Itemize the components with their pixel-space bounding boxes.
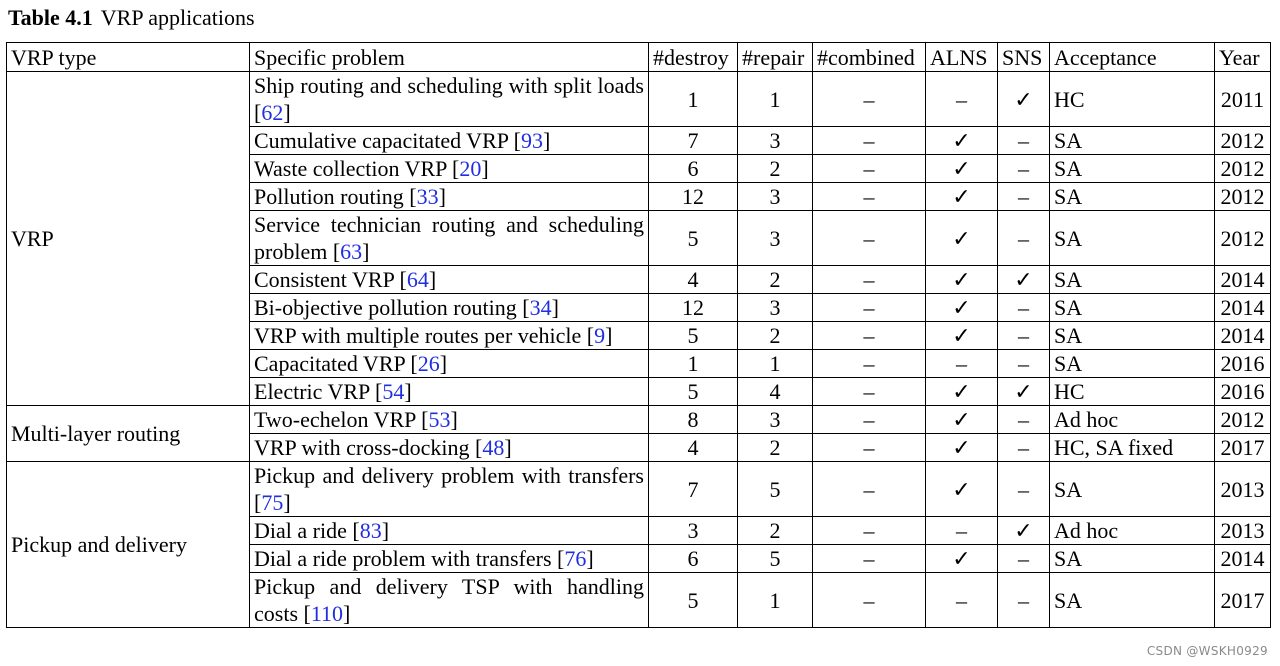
- alns-flag-cell: –: [926, 350, 998, 378]
- reference-link[interactable]: 33: [416, 184, 439, 209]
- combined-count-cell: –: [813, 266, 926, 294]
- problem-name: Ship routing and scheduling with split loads: [254, 73, 644, 98]
- combined-count-cell: –: [813, 350, 926, 378]
- repair-count-cell: 3: [738, 127, 813, 155]
- combined-count-cell: –: [813, 294, 926, 322]
- table-caption: [8, 5, 255, 31]
- problem-name: Dial a ride problem with transfers: [254, 546, 552, 571]
- acceptance-cell: SA: [1050, 155, 1215, 183]
- acceptance-cell: SA: [1050, 183, 1215, 211]
- alns-flag-cell: ✓: [926, 462, 998, 517]
- sns-flag-cell: –: [998, 127, 1050, 155]
- year-cell: 2017: [1215, 573, 1271, 628]
- header-combined: #combined: [813, 43, 926, 72]
- problem-name: Waste collection VRP: [254, 156, 447, 181]
- reference-link[interactable]: 62: [261, 100, 284, 125]
- alns-flag-cell: ✓: [926, 322, 998, 350]
- repair-count-cell: 2: [738, 322, 813, 350]
- sns-flag-cell: –: [998, 434, 1050, 462]
- repair-count-cell: 3: [738, 183, 813, 211]
- problem-name: Two-echelon VRP: [254, 407, 416, 432]
- destroy-count-cell: 3: [649, 517, 738, 545]
- reference-link[interactable]: 64: [406, 267, 429, 292]
- sns-flag-cell: ✓: [998, 517, 1050, 545]
- combined-count-cell: –: [813, 462, 926, 517]
- destroy-count-cell: 7: [649, 462, 738, 517]
- destroy-count-cell: 12: [649, 294, 738, 322]
- header-specific-problem: Specific problem: [250, 43, 649, 72]
- problem-name: VRP with cross-docking: [254, 435, 470, 460]
- repair-count-cell: 2: [738, 155, 813, 183]
- repair-count-cell: 2: [738, 517, 813, 545]
- destroy-count-cell: 1: [649, 72, 738, 127]
- alns-flag-cell: ✓: [926, 294, 998, 322]
- acceptance-cell: HC: [1050, 72, 1215, 127]
- header-row: [7, 43, 1271, 72]
- alns-flag-cell: –: [926, 573, 998, 628]
- year-cell: 2012: [1215, 155, 1271, 183]
- header-sns: SNS: [998, 43, 1050, 72]
- specific-problem-cell: Two-echelon VRP [53]: [250, 406, 649, 434]
- specific-problem-cell: Pickup and delivery problem with transfers [75]: [250, 462, 649, 517]
- alns-flag-cell: ✓: [926, 266, 998, 294]
- acceptance-cell: SA: [1050, 573, 1215, 628]
- table-header: [7, 43, 1271, 72]
- sns-flag-cell: ✓: [998, 72, 1050, 127]
- alns-flag-cell: ✓: [926, 183, 998, 211]
- reference-link[interactable]: 54: [382, 379, 405, 404]
- specific-problem-cell: Dial a ride [83]: [250, 517, 649, 545]
- problem-name: Bi-objective pollution routing: [254, 295, 517, 320]
- problem-name: VRP with multiple routes per vehicle: [254, 323, 582, 348]
- acceptance-cell: HC, SA fixed: [1050, 434, 1215, 462]
- specific-problem-cell: Cumulative capacitated VRP [93]: [250, 127, 649, 155]
- alns-flag-cell: ✓: [926, 545, 998, 573]
- acceptance-cell: SA: [1050, 294, 1215, 322]
- alns-flag-cell: ✓: [926, 211, 998, 266]
- acceptance-cell: SA: [1050, 462, 1215, 517]
- specific-problem-cell: Waste collection VRP [20]: [250, 155, 649, 183]
- repair-count-cell: 2: [738, 434, 813, 462]
- reference-link[interactable]: 63: [340, 239, 363, 264]
- acceptance-cell: Ad hoc: [1050, 517, 1215, 545]
- specific-problem-cell: Consistent VRP [64]: [250, 266, 649, 294]
- specific-problem-cell: Capacitated VRP [26]: [250, 350, 649, 378]
- problem-name: Service technician routing and scheduling problem: [254, 212, 644, 264]
- acceptance-cell: HC: [1050, 378, 1215, 406]
- repair-count-cell: 5: [738, 462, 813, 517]
- year-cell: 2012: [1215, 211, 1271, 266]
- reference-link[interactable]: 26: [417, 351, 440, 376]
- problem-name: Pollution routing: [254, 184, 404, 209]
- specific-problem-cell: Service technician routing and scheduling problem [63]: [250, 211, 649, 266]
- alns-flag-cell: ✓: [926, 406, 998, 434]
- problem-name: Capacitated VRP: [254, 351, 405, 376]
- combined-count-cell: –: [813, 155, 926, 183]
- combined-count-cell: –: [813, 127, 926, 155]
- year-cell: 2014: [1215, 545, 1271, 573]
- sns-flag-cell: ✓: [998, 266, 1050, 294]
- year-cell: 2017: [1215, 434, 1271, 462]
- specific-problem-cell: Dial a ride problem with transfers [76]: [250, 545, 649, 573]
- problem-name: Dial a ride: [254, 518, 347, 543]
- reference-link[interactable]: 83: [359, 518, 382, 543]
- sns-flag-cell: –: [998, 211, 1050, 266]
- sns-flag-cell: –: [998, 155, 1050, 183]
- destroy-count-cell: 4: [649, 266, 738, 294]
- repair-count-cell: 3: [738, 211, 813, 266]
- destroy-count-cell: 6: [649, 155, 738, 183]
- specific-problem-cell: VRP with multiple routes per vehicle [9]: [250, 322, 649, 350]
- combined-count-cell: –: [813, 517, 926, 545]
- combined-count-cell: –: [813, 573, 926, 628]
- year-cell: 2016: [1215, 378, 1271, 406]
- year-cell: 2014: [1215, 294, 1271, 322]
- table-body: [7, 72, 1271, 628]
- year-cell: 2016: [1215, 350, 1271, 378]
- year-cell: 2013: [1215, 462, 1271, 517]
- alns-flag-cell: –: [926, 72, 998, 127]
- repair-count-cell: 4: [738, 378, 813, 406]
- destroy-count-cell: 12: [649, 183, 738, 211]
- acceptance-cell: SA: [1050, 322, 1215, 350]
- destroy-count-cell: 5: [649, 322, 738, 350]
- acceptance-cell: SA: [1050, 211, 1215, 266]
- year-cell: 2012: [1215, 406, 1271, 434]
- alns-flag-cell: ✓: [926, 434, 998, 462]
- problem-name: Cumulative capacitated VRP: [254, 128, 509, 153]
- acceptance-cell: SA: [1050, 127, 1215, 155]
- year-cell: 2014: [1215, 322, 1271, 350]
- problem-name: Consistent VRP: [254, 267, 394, 292]
- specific-problem-cell: Ship routing and scheduling with split loads [62]: [250, 72, 649, 127]
- vrp-type-cell: VRP: [7, 72, 250, 406]
- combined-count-cell: –: [813, 211, 926, 266]
- problem-name: Electric VRP: [254, 379, 370, 404]
- header-destroy: #destroy: [649, 43, 738, 72]
- repair-count-cell: 5: [738, 545, 813, 573]
- sns-flag-cell: –: [998, 545, 1050, 573]
- destroy-count-cell: 5: [649, 378, 738, 406]
- table-row: [7, 406, 1271, 434]
- table-row: [7, 462, 1271, 517]
- problem-name: Pickup and delivery problem with transfers: [254, 463, 644, 488]
- sns-flag-cell: –: [998, 322, 1050, 350]
- alns-flag-cell: ✓: [926, 155, 998, 183]
- specific-problem-cell: VRP with cross-docking [48]: [250, 434, 649, 462]
- sns-flag-cell: –: [998, 294, 1050, 322]
- repair-count-cell: 1: [738, 72, 813, 127]
- specific-problem-cell: Electric VRP [54]: [250, 378, 649, 406]
- year-cell: 2012: [1215, 183, 1271, 211]
- sns-flag-cell: –: [998, 573, 1050, 628]
- year-cell: 2013: [1215, 517, 1271, 545]
- header-alns: ALNS: [926, 43, 998, 72]
- reference-link[interactable]: 93: [521, 128, 543, 153]
- sns-flag-cell: –: [998, 350, 1050, 378]
- reference-link[interactable]: 110: [310, 601, 344, 626]
- specific-problem-cell: Pollution routing [33]: [250, 183, 649, 211]
- acceptance-cell: SA: [1050, 350, 1215, 378]
- destroy-count-cell: 8: [649, 406, 738, 434]
- reference-link[interactable]: 9: [594, 323, 606, 348]
- reference-link[interactable]: 20: [459, 156, 482, 181]
- destroy-count-cell: 4: [649, 434, 738, 462]
- problem-name: Pickup and delivery TSP with handling costs: [254, 574, 644, 626]
- combined-count-cell: –: [813, 406, 926, 434]
- vrp-type-cell: Multi-layer routing: [7, 406, 250, 462]
- alns-flag-cell: ✓: [926, 127, 998, 155]
- alns-flag-cell: ✓: [926, 378, 998, 406]
- destroy-count-cell: 5: [649, 211, 738, 266]
- header-year: Year: [1215, 43, 1271, 72]
- reference-link[interactable]: 34: [529, 295, 552, 320]
- destroy-count-cell: 7: [649, 127, 738, 155]
- destroy-count-cell: 6: [649, 545, 738, 573]
- specific-problem-cell: Bi-objective pollution routing [34]: [250, 294, 649, 322]
- combined-count-cell: –: [813, 72, 926, 127]
- acceptance-cell: SA: [1050, 266, 1215, 294]
- sns-flag-cell: –: [998, 183, 1050, 211]
- sns-flag-cell: –: [998, 462, 1050, 517]
- vrp-type-cell: Pickup and delivery: [7, 462, 250, 628]
- reference-link[interactable]: 76: [564, 546, 587, 571]
- combined-count-cell: –: [813, 322, 926, 350]
- repair-count-cell: 2: [738, 266, 813, 294]
- combined-count-cell: –: [813, 434, 926, 462]
- combined-count-cell: –: [813, 183, 926, 211]
- acceptance-cell: SA: [1050, 545, 1215, 573]
- alns-flag-cell: –: [926, 517, 998, 545]
- header-repair: #repair: [738, 43, 813, 72]
- year-cell: 2011: [1215, 72, 1271, 127]
- watermark: CSDN @WSKH0929: [1146, 644, 1268, 658]
- vrp-applications-table: [6, 42, 1271, 628]
- sns-flag-cell: ✓: [998, 378, 1050, 406]
- reference-link[interactable]: 75: [261, 490, 284, 515]
- repair-count-cell: 3: [738, 294, 813, 322]
- caption-label: Table 4.1: [8, 5, 93, 30]
- header-acceptance: Acceptance: [1050, 43, 1215, 72]
- caption-text: VRP applications: [100, 5, 255, 30]
- year-cell: 2014: [1215, 266, 1271, 294]
- reference-link[interactable]: 48: [482, 435, 505, 460]
- combined-count-cell: –: [813, 378, 926, 406]
- header-vrp-type: VRP type: [7, 43, 250, 72]
- destroy-count-cell: 1: [649, 350, 738, 378]
- table-row: [7, 72, 1271, 127]
- acceptance-cell: Ad hoc: [1050, 406, 1215, 434]
- sns-flag-cell: –: [998, 406, 1050, 434]
- destroy-count-cell: 5: [649, 573, 738, 628]
- year-cell: 2012: [1215, 127, 1271, 155]
- specific-problem-cell: Pickup and delivery TSP with handling costs [110]: [250, 573, 649, 628]
- combined-count-cell: –: [813, 545, 926, 573]
- repair-count-cell: 3: [738, 406, 813, 434]
- reference-link[interactable]: 53: [428, 407, 451, 432]
- repair-count-cell: 1: [738, 573, 813, 628]
- repair-count-cell: 1: [738, 350, 813, 378]
